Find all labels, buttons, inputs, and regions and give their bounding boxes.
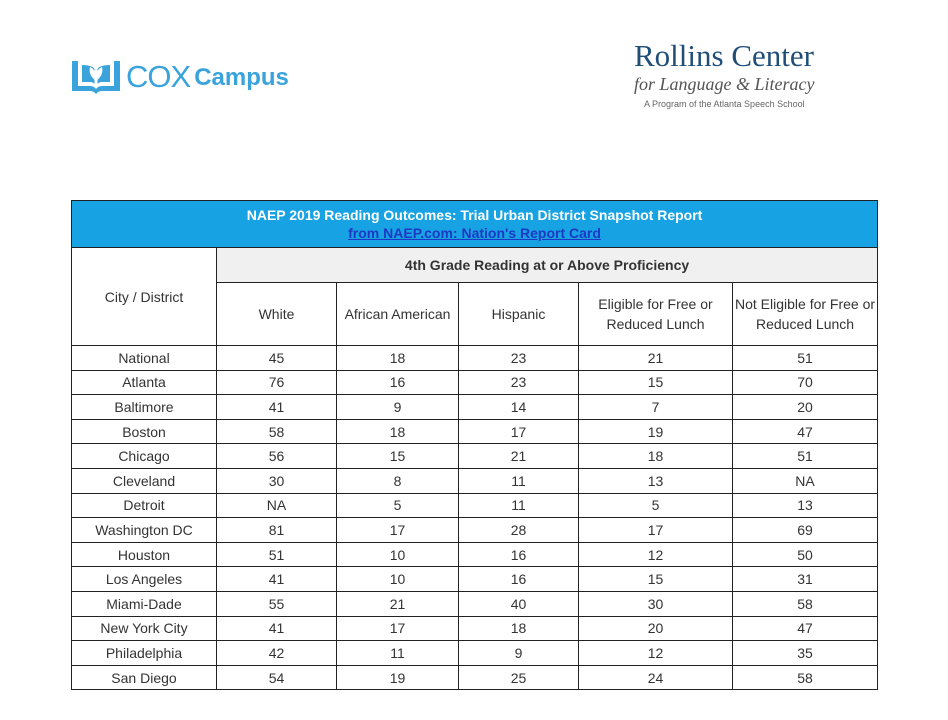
cell-city: Philadelphia (72, 641, 217, 666)
cell-eligible-lunch: 24 (579, 665, 733, 690)
cell-eligible-lunch: 12 (579, 542, 733, 567)
cell-hispanic: 23 (459, 346, 579, 371)
cell-white: 54 (217, 665, 337, 690)
cell-not-eligible-lunch: 50 (733, 542, 878, 567)
cell-eligible-lunch: 15 (579, 567, 733, 592)
cell-african-american: 5 (337, 493, 459, 518)
cell-not-eligible-lunch: 58 (733, 591, 878, 616)
cell-hispanic: 11 (459, 468, 579, 493)
cell-city: Washington DC (72, 518, 217, 543)
table-row (72, 665, 878, 690)
cell-white: 51 (217, 542, 337, 567)
cell-not-eligible-lunch: 51 (733, 346, 878, 371)
cell-white: 58 (217, 419, 337, 444)
cell-hispanic: 40 (459, 591, 579, 616)
cell-hispanic: 9 (459, 641, 579, 666)
cell-hispanic: 16 (459, 567, 579, 592)
cell-african-american: 18 (337, 419, 459, 444)
cell-city: Chicago (72, 444, 217, 469)
cell-city: San Diego (72, 665, 217, 690)
cox-logo-word: COX (126, 58, 191, 94)
table-row (72, 542, 878, 567)
rollins-title: Rollins Center (634, 38, 814, 73)
cell-not-eligible-lunch: 58 (733, 665, 878, 690)
table-row (72, 518, 878, 543)
cell-eligible-lunch: 17 (579, 518, 733, 543)
cox-campus-logo (70, 57, 289, 95)
cell-eligible-lunch: 12 (579, 641, 733, 666)
cell-city: Atlanta (72, 370, 217, 395)
naep-source-link[interactable]: from NAEP.com: Nation's Report Card (348, 225, 601, 241)
cell-hispanic: 11 (459, 493, 579, 518)
table-row (72, 641, 878, 666)
table-body (72, 346, 878, 690)
cell-white: 56 (217, 444, 337, 469)
cell-african-american: 21 (337, 591, 459, 616)
cell-white: 42 (217, 641, 337, 666)
cell-white: 41 (217, 567, 337, 592)
table-row (72, 444, 878, 469)
campus-logo-word: Campus (194, 64, 289, 91)
cell-white: 30 (217, 468, 337, 493)
table-row (72, 616, 878, 641)
cell-african-american: 16 (337, 370, 459, 395)
open-book-leaf-icon (70, 57, 122, 95)
cell-white: NA (217, 493, 337, 518)
table-row (72, 419, 878, 444)
cell-hispanic: 28 (459, 518, 579, 543)
cell-not-eligible-lunch: 51 (733, 444, 878, 469)
cell-african-american: 11 (337, 641, 459, 666)
cell-city: New York City (72, 616, 217, 641)
cell-white: 55 (217, 591, 337, 616)
rollins-program-line: A Program of the Atlanta Speech School (644, 99, 805, 109)
cell-eligible-lunch: 20 (579, 616, 733, 641)
table-row (72, 493, 878, 518)
cell-white: 41 (217, 395, 337, 420)
cell-white: 41 (217, 616, 337, 641)
cell-city: Detroit (72, 493, 217, 518)
column-header-eligible-lunch: Eligible for Free or Reduced Lunch (579, 283, 733, 346)
cell-african-american: 9 (337, 395, 459, 420)
cell-african-american: 8 (337, 468, 459, 493)
column-header-not-eligible-lunch: Not Eligible for Free or Reduced Lunch (733, 283, 878, 346)
cell-not-eligible-lunch: 20 (733, 395, 878, 420)
cell-african-american: 17 (337, 518, 459, 543)
cell-hispanic: 25 (459, 665, 579, 690)
table-row (72, 591, 878, 616)
cell-eligible-lunch: 19 (579, 419, 733, 444)
cell-hispanic: 17 (459, 419, 579, 444)
cell-eligible-lunch: 7 (579, 395, 733, 420)
cell-hispanic: 23 (459, 370, 579, 395)
cell-hispanic: 14 (459, 395, 579, 420)
cell-not-eligible-lunch: 13 (733, 493, 878, 518)
cell-not-eligible-lunch: 31 (733, 567, 878, 592)
cell-not-eligible-lunch: 47 (733, 616, 878, 641)
proficiency-group-header: 4th Grade Reading at or Above Proficiency (217, 248, 878, 283)
table-row (72, 468, 878, 493)
cell-hispanic: 16 (459, 542, 579, 567)
cell-eligible-lunch: 15 (579, 370, 733, 395)
cell-eligible-lunch: 13 (579, 468, 733, 493)
city-district-header: City / District (72, 248, 217, 346)
table-row (72, 346, 878, 371)
cell-hispanic: 18 (459, 616, 579, 641)
cell-not-eligible-lunch: 35 (733, 641, 878, 666)
cell-city: Houston (72, 542, 217, 567)
table-row (72, 370, 878, 395)
cell-not-eligible-lunch: 70 (733, 370, 878, 395)
cell-not-eligible-lunch: 69 (733, 518, 878, 543)
table-title-banner (72, 201, 878, 248)
cell-african-american: 17 (337, 616, 459, 641)
cell-city: Miami-Dade (72, 591, 217, 616)
cell-city: Los Angeles (72, 567, 217, 592)
rollins-subtitle: for Language & Literacy (634, 74, 815, 94)
cell-not-eligible-lunch: NA (733, 468, 878, 493)
cell-african-american: 19 (337, 665, 459, 690)
naep-report-table (71, 200, 878, 690)
cell-white: 45 (217, 346, 337, 371)
cell-african-american: 18 (337, 346, 459, 371)
table-row (72, 567, 878, 592)
cell-eligible-lunch: 30 (579, 591, 733, 616)
cell-not-eligible-lunch: 47 (733, 419, 878, 444)
column-header-white: White (217, 283, 337, 346)
column-header-african-american: African American (337, 283, 459, 346)
cell-african-american: 10 (337, 567, 459, 592)
cell-city: Boston (72, 419, 217, 444)
column-header-hispanic: Hispanic (459, 283, 579, 346)
cell-eligible-lunch: 18 (579, 444, 733, 469)
cell-white: 76 (217, 370, 337, 395)
cell-city: Cleveland (72, 468, 217, 493)
table-row (72, 395, 878, 420)
cell-african-american: 10 (337, 542, 459, 567)
cell-african-american: 15 (337, 444, 459, 469)
cell-eligible-lunch: 21 (579, 346, 733, 371)
cell-hispanic: 21 (459, 444, 579, 469)
cell-city: National (72, 346, 217, 371)
cell-white: 81 (217, 518, 337, 543)
cell-eligible-lunch: 5 (579, 493, 733, 518)
table-title: NAEP 2019 Reading Outcomes: Trial Urban District Snapshot Report (246, 207, 703, 223)
rollins-center-logo (634, 40, 834, 109)
cell-city: Baltimore (72, 395, 217, 420)
